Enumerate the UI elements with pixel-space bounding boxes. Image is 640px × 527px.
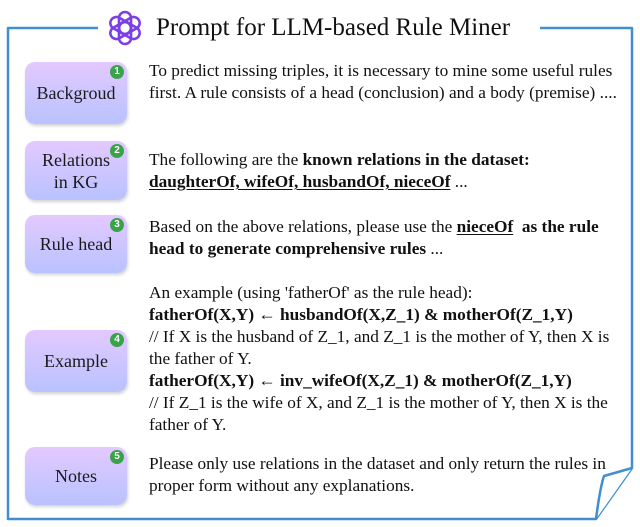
- section-tag-notes: [25, 447, 127, 505]
- example-intro: An example (using 'fatherOf' as the rule head):: [149, 283, 473, 302]
- title-bar: [98, 6, 518, 50]
- section-number-badge: 2: [110, 144, 124, 158]
- section-number-badge: 3: [110, 218, 124, 232]
- section-number-badge: 1: [110, 65, 124, 79]
- relations-bold-intro: known relations in the dataset:: [302, 150, 530, 169]
- rule-head-bold-rest: as the rule head to generate comprehensive rules: [149, 217, 603, 258]
- example-rule-2: fatherOf(X,Y) ← inv_wifeOf(X,Z_1) & motherOf(Z_1,Y): [149, 371, 572, 390]
- rule-head-suffix: ...: [426, 239, 444, 258]
- section-tag-label: Notes: [55, 466, 97, 486]
- background-text: To predict missing triples, it is necessary to mine some useful rules first. A rule consists of a head (conclusion) and a body (premise) ....: [149, 61, 617, 102]
- example-rule-1: fatherOf(X,Y) ← husbandOf(X,Z_1) & motherOf(Z_1,Y): [149, 305, 573, 324]
- section-text-background: [149, 60, 625, 104]
- section-text-notes: [149, 453, 619, 497]
- section-tag-label: Rule head: [39, 234, 113, 254]
- section-tag-label: Relations in KG: [42, 149, 110, 192]
- page-title: Prompt for LLM-based Rule Miner: [156, 14, 511, 41]
- section-number-badge: 4: [110, 333, 124, 347]
- section-text-rule-head: [149, 216, 625, 260]
- section-tag-example: [25, 330, 127, 392]
- example-comment-1: // If X is the husband of Z_1, and Z_1 is the mother of Y, then X is the father of Y.: [149, 327, 610, 368]
- relations-suffix: ...: [450, 172, 468, 191]
- section-tag-label: Example: [44, 351, 108, 371]
- relations-list: daughterOf, wifeOf, husbandOf, nieceOf: [149, 172, 451, 191]
- section-tag-relations: [25, 141, 127, 200]
- section-tag-background: [25, 62, 127, 124]
- rule-head-relation: nieceOf: [456, 217, 514, 236]
- openai-logo-icon: [102, 5, 148, 51]
- example-comment-2: // If Z_1 is the wife of X, and Z_1 is the mother of Y, then X is the father of Y.: [149, 393, 608, 434]
- section-text-example: [149, 282, 625, 436]
- section-text-relations: [149, 149, 625, 193]
- section-tag-label: Backgroud: [36, 83, 116, 103]
- notes-text: Please only use relations in the dataset and only return the rules in proper form without any explanations.: [149, 454, 606, 495]
- rule-head-intro: Based on the above relations, please use the: [149, 217, 457, 236]
- section-tag-rule-head: [25, 215, 127, 273]
- relations-intro: The following are the: [149, 150, 303, 169]
- section-number-badge: 5: [110, 450, 124, 464]
